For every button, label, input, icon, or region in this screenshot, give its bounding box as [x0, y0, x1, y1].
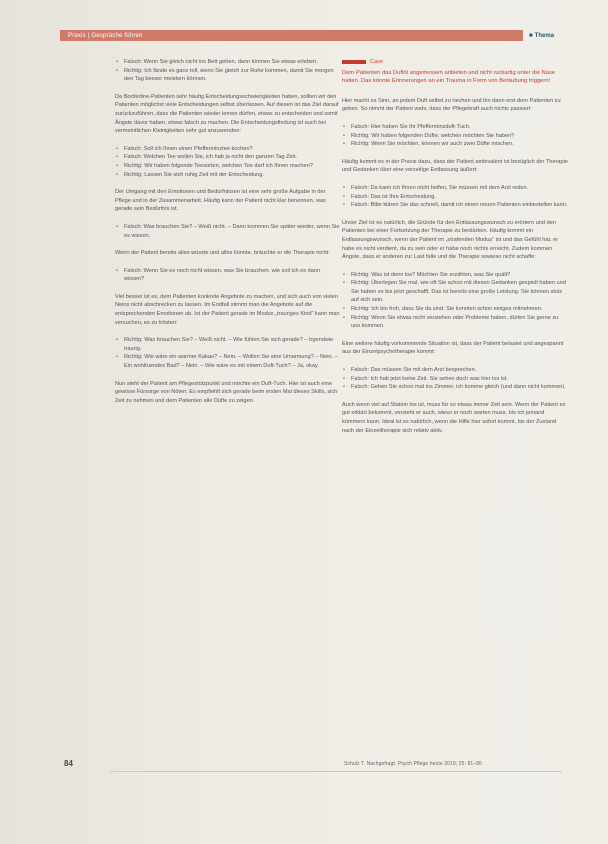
list-item: • Richtig: Überlegen Sie mal, wie oft Sie schon mit diesen Gedanken gespielt haben und Sie haben es bis jetzt geschafft. Das ist bereits eine große Leistung. Sie können stolz auf sich sein. — [342, 279, 568, 305]
list-item: • Falsch: Wenn Sie es noch nicht wissen, was Sie brauchen, wie soll ich es dann wissen? — [115, 267, 341, 284]
list-item: • Falsch: Bitte klären Sie das schnell, damit ich einen neuen Patienten einbestellen kann. — [342, 201, 568, 210]
topic-marker-icon: ■ — [529, 32, 533, 39]
right-column — [342, 58, 568, 444]
list-item: • Falsch: Was brauchen Sie? – Weiß nicht. – Dann kommen Sie später wieder, wenn Sie es wissen. — [115, 223, 341, 240]
example-list — [342, 184, 568, 210]
caution-bar-icon — [342, 60, 366, 64]
left-column — [115, 58, 341, 414]
example-list — [115, 267, 341, 284]
topic-label-text: Thema — [534, 32, 554, 39]
list-item: • Falsch: Hier haben Sie Ihr Pfefferminzduft-Tuch. — [342, 123, 568, 132]
list-item: • Falsch: Da kann ich Ihnen nicht helfen, Sie müssen mit dem Arzt reden. — [342, 184, 568, 193]
intro-list — [115, 58, 341, 84]
paragraph: Der Umgang mit den Emotionen und Bedürfnissen ist eine sehr große Aufgabe in der Pflege und in der Zusammenarbeit. Häufig kann der Patient nicht klar benennen, was gerade sein Bedürfnis ist. — [115, 189, 326, 213]
list-item: • Richtig: Ich bin froh, dass Sie da sind. Sie konnten schon einiges mitnehmen. — [342, 305, 568, 314]
list-item: • Richtig: Lassen Sie sich ruhig Zeit mit der Entscheidung. — [115, 171, 341, 180]
paragraph: Wenn der Patient bereits alles wüsste und alles könnte, bräuchte er die Therapie nicht: — [115, 250, 330, 257]
paragraph: Eine weitere häufig vorkommende Situation ist, dass der Patient belastet und angespannt aus der Einzelpsychotherapie kommt: — [342, 340, 564, 356]
page-number: 84 — [64, 759, 73, 768]
list-item: • Falsch: Gehen Sie schon mal ins Zimmer, ich komme gleich (und dann nicht kommen). — [342, 383, 568, 392]
footer-divider — [110, 771, 562, 772]
list-item: • Falsch: Ich hab jetzt keine Zeit. Sie sehen doch was hier los ist. — [342, 375, 568, 384]
caution-label: Cave — [370, 59, 384, 65]
example-list — [342, 366, 568, 392]
list-item: • Falsch: Das ist Ihre Entscheidung. — [342, 193, 568, 202]
paragraph: Häufig kommt es in der Praxis dazu, dass der Patient ambivalent ist bezüglich der Therapie und Gedanken über eine vorzeitige Entlassung äußert: — [342, 158, 568, 174]
example-list — [115, 145, 341, 179]
example-list — [115, 223, 341, 240]
list-item: • Richtig: Ich fände es ganz toll, wenn Sie gleich zur Ruhe kommen, damit Sie morgen den Tag besser meistern können. — [115, 67, 341, 84]
paragraph: Unser Ziel ist es natürlich, die Gründe für den Entlassungswunsch zu erörtern und den Patienten bei einer Fortsetzung der Therapie zu bestärken. Häufig kommt ein Entlassungswunsch, wenn der Patient im „strafenden Modus“ ist und das Gefühl hat, er habe es nicht verdient, da zu sein oder er habe noch nichts erreicht. Zudem kommen Ängste, dass er anderen zur Last falle und die Therapie sowieso nicht schaffe: — [342, 219, 559, 261]
list-item: • Falsch: Wenn Sie gleich nicht ins Bett gehen, dann können Sie etwas erleben. — [115, 58, 341, 67]
list-item: • Richtig: Wie wäre ein warmer Kakao? – Nein. – Wollen Sie eine Umarmung? – Nein. – Ein wohltuendes Bad? – Nein. – Wie wäre es mit einem Duft-Tuch? – Ja, okay. — [115, 353, 341, 370]
citation: Schulz T. Nachgefragt. Psych Pflege heute 2019; 25: 81–85 — [344, 761, 482, 767]
list-item: • Falsch: Welchen Tee wollen Sie, ich hab ja nicht den ganzen Tag Zeit. — [115, 153, 341, 162]
caution-heading — [342, 58, 568, 67]
example-list — [115, 336, 341, 370]
example-list — [342, 123, 568, 149]
paragraph: Hier macht es Sinn, an jedem Duft selbst zu riechen und ihn dann erst dem Patienten zu geben. So nimmt der Patient wahr, dass der Pflegekraft auch nichts passiert: — [342, 97, 561, 113]
list-item: • Richtig: Was ist denn los? Möchten Sie erzählen, was Sie quält? — [342, 271, 568, 280]
list-item: • Falsch: Das müssen Sie mit dem Arzt besprechen. — [342, 366, 568, 375]
list-item: • Richtig: Wir haben folgenden Düfte; welchen möchten Sie haben? — [342, 132, 568, 141]
list-item: • Falsch: Soll ich Ihnen einen Pfefferminztee kochen? — [115, 145, 341, 154]
topic-label — [523, 30, 560, 41]
paragraph: Viel besser ist es, dem Patienten konkrete Angebote zu machen, und sich auch von vielen Neins nicht abschrecken zu lassen. Im Endfall stimmt man die Angebote auf die entsprechenden Emotionen ab. Ist der Patient gerade im Modus „trauriges Kind“ kann man versuchen, es zu trösten: — [115, 293, 340, 326]
paragraph: Nun steht der Patient am Pflegestützpunkt und möchte ein Duft-Tuch. Hier ist auch eine gewisse Fürsorge von Nöten. Es empfiehlt sich gerade beim ersten Mal dieses Skills, sich Zeit zu nehmen und dem Patienten alle Düfte zu zeigen. — [115, 380, 338, 404]
paragraph: Da Borderline-Patienten sehr häufig Entscheidungsschwierigkeiten haben, sollten wir den Patienten möglichst viele Entscheidungen selbst überlassen. Auf diesen ist das Ziel darauf zurückzuführen, dass die Patienten wieder lernen dürfen, etwas zu entscheiden und somit Ängste davor haben, etwas falsch zu machen. Die Entscheidungsfindung ist auch bei vermeintlichen Kleinigkeiten sehr gut anzuwenden: — [115, 93, 339, 135]
caution-text: Dem Patienten das Duftöl angemessen anbieten und nicht ruckartig unter die Nase halten. Das könnte Erinnerungen an ein Trauma in Form von Betäubung triggern! — [342, 69, 556, 85]
list-item: • Richtig: Was brauchen Sie? – Weiß nicht. – Wie fühlen Sie sich gerade? – Irgendwie traurig. — [115, 336, 341, 353]
section-header-bar — [60, 30, 560, 41]
section-title: Praxis | Gespräche führen — [68, 32, 143, 39]
list-item: • Richtig: Wenn Sie etwas nicht verstehen oder Probleme haben, dürfen Sie gerne zu uns kommen. — [342, 314, 568, 331]
example-list — [342, 271, 568, 331]
paragraph: Auch wenn viel auf Station los ist, muss für so etwas immer Zeit sein. Wenn der Patient es gut erklärt bekommt, versteht er auch, wieso er noch warten muss, bis ich jemand kümmern kann. Ideal ist es natürlich, wenn die Hilfe hier sofort kommt, bis der Zustand nach der Einzeltherapie sich relativ aktiv. — [342, 401, 566, 434]
list-item: • Richtig: Wir haben folgende Teesorten, welchen Tee darf ich Ihnen machen? — [115, 162, 341, 171]
list-item: • Richtig: Wenn Sie möchten, können wir auch zwei Düfte mischen. — [342, 140, 568, 149]
